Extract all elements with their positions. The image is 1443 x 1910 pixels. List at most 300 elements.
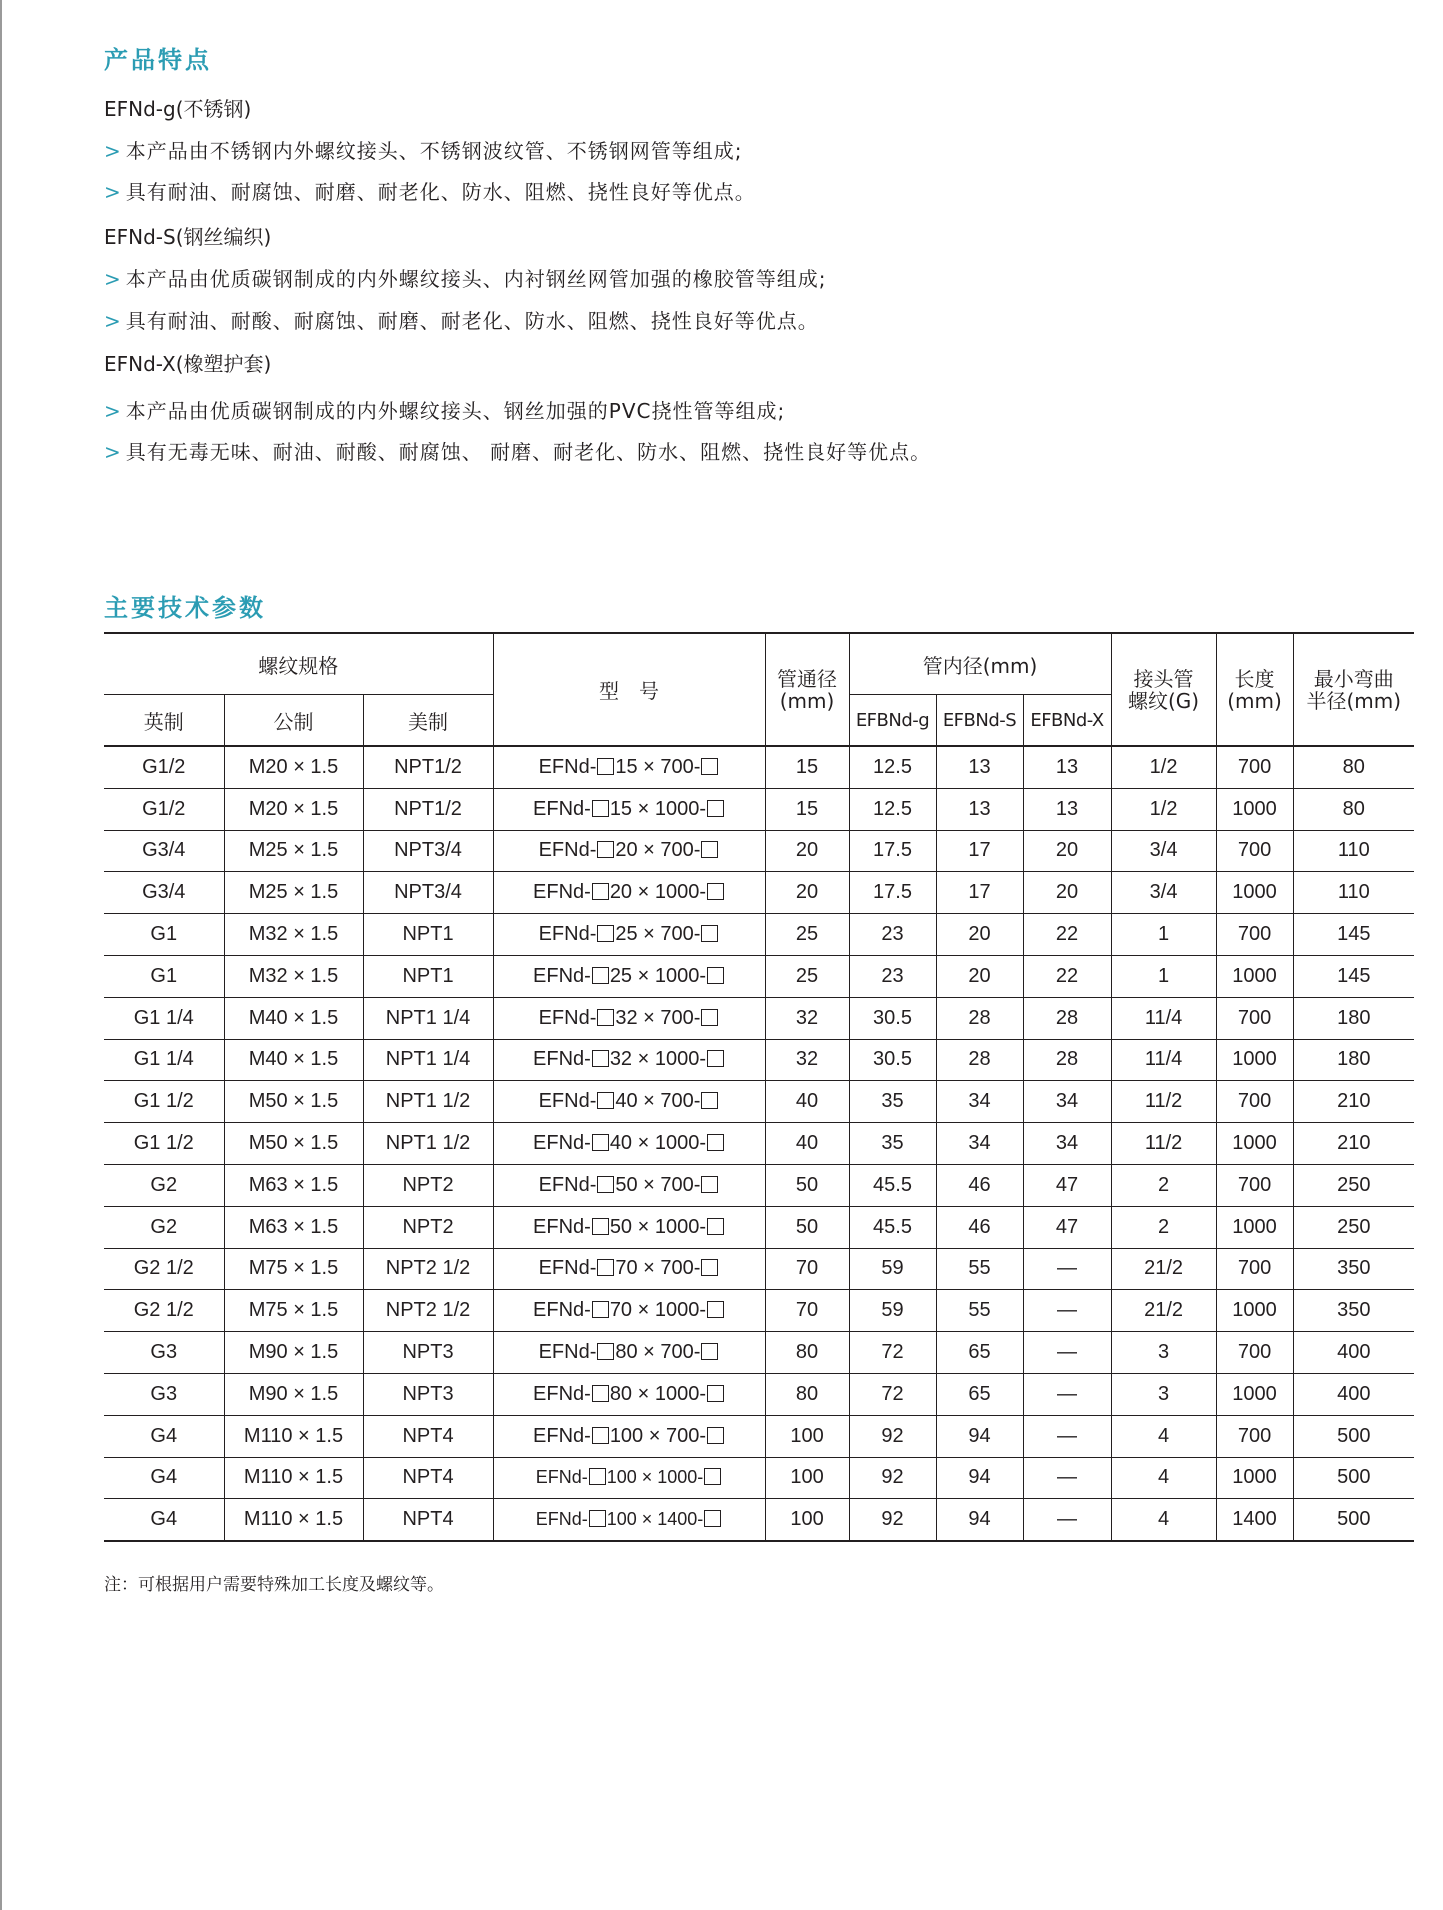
header-imperial: 英制 [104,695,224,747]
cell-x: — [1023,1290,1111,1332]
cell-g: 72 [849,1332,936,1374]
cell-us: NPT3 [363,1332,493,1374]
cell-length: 1000 [1216,1290,1293,1332]
cell-model: EFNd- 80 × 700- [493,1332,765,1374]
table-row [104,830,1414,872]
blank-box-icon [707,883,724,900]
cell-radius: 400 [1293,1332,1414,1374]
cell-joint: 21/2 [1111,1248,1216,1290]
table-row [104,1081,1414,1123]
header-thread: 螺纹规格 [104,633,493,695]
blank-box-icon [597,1092,614,1109]
header-length: 长度 (mm) [1216,633,1293,746]
header-inner-x: EFBNd-X [1023,695,1111,747]
cell-metric: M40 × 1.5 [224,1039,363,1081]
cell-imperial: G1 1/4 [104,997,224,1039]
cell-imperial: G1 [104,955,224,997]
blank-box-icon [704,1468,721,1485]
cell-x: — [1023,1332,1111,1374]
cell-metric: M75 × 1.5 [224,1290,363,1332]
cell-us: NPT4 [363,1457,493,1499]
cell-x: — [1023,1499,1111,1541]
cell-g: 45.5 [849,1206,936,1248]
cell-imperial: G1 1/2 [104,1081,224,1123]
cell-imperial: G2 [104,1206,224,1248]
cell-radius: 210 [1293,1081,1414,1123]
cell-joint: 1/2 [1111,788,1216,830]
cell-bore: 50 [765,1206,849,1248]
cell-g: 45.5 [849,1164,936,1206]
cell-model: EFNd- 25 × 1000- [493,955,765,997]
cell-model: EFNd- 80 × 1000- [493,1373,765,1415]
cell-s: 65 [936,1373,1023,1415]
cell-model: EFNd- 40 × 1000- [493,1123,765,1165]
table-row [104,1457,1414,1499]
cell-joint: 1 [1111,955,1216,997]
cell-g: 92 [849,1457,936,1499]
cell-x: — [1023,1373,1111,1415]
cell-joint: 11/2 [1111,1081,1216,1123]
cell-radius: 350 [1293,1248,1414,1290]
table-row [104,788,1414,830]
blank-box-icon [597,1259,614,1276]
cell-s: 17 [936,872,1023,914]
table-row [104,746,1414,788]
cell-metric: M32 × 1.5 [224,955,363,997]
cell-x: 28 [1023,997,1111,1039]
cell-length: 700 [1216,1332,1293,1374]
table-row [104,1373,1414,1415]
cell-radius: 145 [1293,914,1414,956]
cell-us: NPT3/4 [363,830,493,872]
cell-model: EFNd- 40 × 700- [493,1081,765,1123]
feature-group-name: EFNd-X(橡塑护套) [104,352,272,376]
cell-g: 35 [849,1123,936,1165]
cell-length: 700 [1216,1081,1293,1123]
cell-metric: M20 × 1.5 [224,746,363,788]
cell-radius: 110 [1293,872,1414,914]
cell-g: 92 [849,1499,936,1541]
feature-group-name: EFNd-S(钢丝编织) [104,225,272,249]
blank-box-icon [592,883,609,900]
cell-bore: 100 [765,1457,849,1499]
table-row [104,1248,1414,1290]
cell-us: NPT3 [363,1373,493,1415]
feature-bullet: > 具有耐油、耐腐蚀、耐磨、耐老化、防水、阻燃、挠性良好等优点。 [104,180,756,204]
cell-imperial: G1 [104,914,224,956]
cell-radius: 80 [1293,788,1414,830]
cell-x: — [1023,1248,1111,1290]
cell-metric: M90 × 1.5 [224,1373,363,1415]
cell-x: 13 [1023,788,1111,830]
cell-metric: M40 × 1.5 [224,997,363,1039]
specs-title: 主要技术参数 [104,594,266,622]
cell-length: 700 [1216,1164,1293,1206]
cell-joint: 3 [1111,1332,1216,1374]
cell-x: 47 [1023,1164,1111,1206]
cell-bore: 32 [765,997,849,1039]
cell-radius: 350 [1293,1290,1414,1332]
cell-s: 17 [936,830,1023,872]
cell-us: NPT2 [363,1206,493,1248]
cell-metric: M25 × 1.5 [224,830,363,872]
cell-imperial: G4 [104,1415,224,1457]
cell-s: 55 [936,1248,1023,1290]
cell-g: 12.5 [849,788,936,830]
cell-bore: 80 [765,1373,849,1415]
table-row [104,1039,1414,1081]
cell-g: 30.5 [849,997,936,1039]
table-row [104,1123,1414,1165]
cell-imperial: G1 1/2 [104,1123,224,1165]
feature-bullet: > 具有耐油、耐酸、耐腐蚀、耐磨、耐老化、防水、阻燃、挠性良好等优点。 [104,309,819,333]
blank-box-icon [707,1218,724,1235]
cell-bore: 15 [765,788,849,830]
cell-joint: 1/2 [1111,746,1216,788]
cell-length: 1000 [1216,955,1293,997]
cell-radius: 180 [1293,1039,1414,1081]
cell-imperial: G1/2 [104,746,224,788]
cell-s: 46 [936,1164,1023,1206]
cell-metric: M50 × 1.5 [224,1123,363,1165]
cell-s: 28 [936,997,1023,1039]
cell-us: NPT1 1/2 [363,1123,493,1165]
cell-g: 92 [849,1415,936,1457]
blank-box-icon [592,800,609,817]
cell-bore: 100 [765,1499,849,1541]
cell-us: NPT2 1/2 [363,1290,493,1332]
cell-bore: 25 [765,914,849,956]
cell-radius: 250 [1293,1206,1414,1248]
blank-box-icon [704,1510,721,1527]
cell-joint: 1 [1111,914,1216,956]
features-title: 产品特点 [104,46,212,74]
cell-metric: M20 × 1.5 [224,788,363,830]
blank-box-icon [592,1218,609,1235]
blank-box-icon [597,1009,614,1026]
table-row [104,914,1414,956]
cell-radius: 500 [1293,1415,1414,1457]
cell-s: 94 [936,1415,1023,1457]
cell-metric: M110 × 1.5 [224,1457,363,1499]
cell-joint: 3/4 [1111,830,1216,872]
cell-metric: M75 × 1.5 [224,1248,363,1290]
cell-imperial: G4 [104,1499,224,1541]
cell-x: — [1023,1457,1111,1499]
cell-metric: M50 × 1.5 [224,1081,363,1123]
cell-radius: 180 [1293,997,1414,1039]
cell-imperial: G1 1/4 [104,1039,224,1081]
cell-g: 72 [849,1373,936,1415]
chevron-right-icon: > [104,267,122,291]
cell-length: 1000 [1216,1039,1293,1081]
table-row [104,1164,1414,1206]
header-bend-radius: 最小弯曲 半径(mm) [1293,633,1414,746]
cell-x: 22 [1023,914,1111,956]
cell-imperial: G2 [104,1164,224,1206]
cell-us: NPT2 [363,1164,493,1206]
cell-g: 17.5 [849,872,936,914]
blank-box-icon [592,1134,609,1151]
cell-imperial: G3 [104,1332,224,1374]
cell-model: EFNd- 50 × 700- [493,1164,765,1206]
cell-metric: M63 × 1.5 [224,1164,363,1206]
cell-x: 47 [1023,1206,1111,1248]
cell-radius: 210 [1293,1123,1414,1165]
cell-radius: 500 [1293,1499,1414,1541]
cell-bore: 70 [765,1290,849,1332]
cell-g: 35 [849,1081,936,1123]
cell-metric: M90 × 1.5 [224,1332,363,1374]
chevron-right-icon: > [104,309,122,333]
cell-x: 34 [1023,1123,1111,1165]
blank-box-icon [701,1009,718,1026]
blank-box-icon [701,1259,718,1276]
cell-imperial: G2 1/2 [104,1248,224,1290]
cell-model: EFNd- 25 × 700- [493,914,765,956]
cell-s: 55 [936,1290,1023,1332]
header-model: 型 号 [493,633,765,746]
cell-bore: 25 [765,955,849,997]
cell-model: EFNd- 70 × 700- [493,1248,765,1290]
chevron-right-icon: > [104,440,122,464]
blank-box-icon [597,925,614,942]
cell-joint: 4 [1111,1457,1216,1499]
blank-box-icon [597,841,614,858]
table-row [104,997,1414,1039]
cell-us: NPT1 1/2 [363,1081,493,1123]
cell-bore: 80 [765,1332,849,1374]
blank-box-icon [597,1176,614,1193]
cell-bore: 40 [765,1081,849,1123]
blank-box-icon [707,1134,724,1151]
blank-box-icon [707,1427,724,1444]
cell-radius: 500 [1293,1457,1414,1499]
blank-box-icon [592,1050,609,1067]
cell-model: EFNd- 100 × 1400- [493,1499,765,1541]
cell-us: NPT3/4 [363,872,493,914]
cell-imperial: G4 [104,1457,224,1499]
blank-box-icon [701,1092,718,1109]
table-row [104,872,1414,914]
cell-bore: 20 [765,872,849,914]
table-row [104,1332,1414,1374]
cell-s: 13 [936,746,1023,788]
cell-model: EFNd- 70 × 1000- [493,1290,765,1332]
blank-box-icon [707,1385,724,1402]
cell-x: 22 [1023,955,1111,997]
blank-box-icon [589,1510,606,1527]
blank-box-icon [707,800,724,817]
cell-us: NPT4 [363,1415,493,1457]
cell-radius: 400 [1293,1373,1414,1415]
table-row [104,1206,1414,1248]
cell-joint: 3 [1111,1373,1216,1415]
cell-us: NPT4 [363,1499,493,1541]
cell-length: 1000 [1216,1206,1293,1248]
blank-box-icon [597,758,614,775]
blank-box-icon [592,967,609,984]
cell-joint: 4 [1111,1415,1216,1457]
chevron-right-icon: > [104,180,122,204]
feature-bullet: > 具有无毒无味、耐油、耐酸、耐腐蚀、 耐磨、耐老化、防水、阻燃、挠性良好等优点。 [104,440,932,464]
cell-joint: 11/2 [1111,1123,1216,1165]
cell-bore: 20 [765,830,849,872]
cell-radius: 145 [1293,955,1414,997]
blank-box-icon [592,1427,609,1444]
cell-g: 17.5 [849,830,936,872]
blank-box-icon [701,1176,718,1193]
cell-metric: M110 × 1.5 [224,1499,363,1541]
feature-bullet: > 本产品由不锈钢内外螺纹接头、不锈钢波纹管、不锈钢网管等组成; [104,139,743,163]
cell-x: 20 [1023,830,1111,872]
cell-joint: 11/4 [1111,997,1216,1039]
cell-bore: 15 [765,746,849,788]
cell-imperial: G2 1/2 [104,1290,224,1332]
chevron-right-icon: > [104,399,122,423]
cell-model: EFNd- 20 × 700- [493,830,765,872]
blank-box-icon [589,1468,606,1485]
cell-joint: 2 [1111,1164,1216,1206]
cell-length: 1400 [1216,1499,1293,1541]
cell-us: NPT1 [363,955,493,997]
cell-s: 46 [936,1206,1023,1248]
blank-box-icon [597,1343,614,1360]
table-row [104,1290,1414,1332]
cell-bore: 100 [765,1415,849,1457]
header-inner-s: EFBNd-S [936,695,1023,747]
cell-metric: M63 × 1.5 [224,1206,363,1248]
feature-group-name: EFNd-g(不锈钢) [104,97,252,121]
cell-length: 700 [1216,746,1293,788]
blank-box-icon [707,1050,724,1067]
cell-joint: 4 [1111,1499,1216,1541]
cell-radius: 110 [1293,830,1414,872]
cell-imperial: G3/4 [104,830,224,872]
header-us: 美制 [363,695,493,747]
cell-s: 65 [936,1332,1023,1374]
blank-box-icon [707,967,724,984]
cell-s: 13 [936,788,1023,830]
cell-s: 20 [936,955,1023,997]
cell-length: 700 [1216,997,1293,1039]
cell-us: NPT2 1/2 [363,1248,493,1290]
header-joint-thread: 接头管 螺纹(G) [1111,633,1216,746]
cell-model: EFNd- 50 × 1000- [493,1206,765,1248]
cell-imperial: G3/4 [104,872,224,914]
cell-length: 1000 [1216,1373,1293,1415]
cell-length: 1000 [1216,872,1293,914]
cell-length: 700 [1216,914,1293,956]
spec-table [104,632,1414,1542]
blank-box-icon [701,1343,718,1360]
cell-length: 700 [1216,1415,1293,1457]
cell-joint: 2 [1111,1206,1216,1248]
cell-us: NPT1 1/4 [363,1039,493,1081]
cell-length: 700 [1216,830,1293,872]
cell-bore: 70 [765,1248,849,1290]
cell-bore: 50 [765,1164,849,1206]
blank-box-icon [701,841,718,858]
cell-model: EFNd- 15 × 700- [493,746,765,788]
cell-length: 1000 [1216,788,1293,830]
cell-length: 1000 [1216,1457,1293,1499]
cell-s: 94 [936,1457,1023,1499]
cell-x: — [1023,1415,1111,1457]
cell-us: NPT1/2 [363,746,493,788]
cell-g: 12.5 [849,746,936,788]
cell-g: 59 [849,1248,936,1290]
cell-model: EFNd- 100 × 1000- [493,1457,765,1499]
cell-g: 30.5 [849,1039,936,1081]
cell-model: EFNd- 100 × 700- [493,1415,765,1457]
cell-g: 59 [849,1290,936,1332]
spec-table-body [104,746,1414,1541]
blank-box-icon [701,925,718,942]
cell-x: 13 [1023,746,1111,788]
cell-x: 20 [1023,872,1111,914]
cell-us: NPT1/2 [363,788,493,830]
cell-bore: 32 [765,1039,849,1081]
cell-metric: M32 × 1.5 [224,914,363,956]
cell-x: 28 [1023,1039,1111,1081]
blank-box-icon [701,758,718,775]
cell-us: NPT1 1/4 [363,997,493,1039]
cell-s: 20 [936,914,1023,956]
cell-radius: 80 [1293,746,1414,788]
cell-model: EFNd- 32 × 700- [493,997,765,1039]
cell-joint: 3/4 [1111,872,1216,914]
chevron-right-icon: > [104,139,122,163]
header-inner-diameter: 管内径(mm) [849,633,1111,695]
cell-imperial: G1/2 [104,788,224,830]
cell-length: 1000 [1216,1123,1293,1165]
cell-metric: M25 × 1.5 [224,872,363,914]
header-inner-g: EFBNd-g [849,695,936,747]
feature-bullet: > 本产品由优质碳钢制成的内外螺纹接头、内衬钢丝网管加强的橡胶管等组成; [104,267,827,291]
cell-s: 34 [936,1123,1023,1165]
table-row [104,955,1414,997]
cell-model: EFNd- 32 × 1000- [493,1039,765,1081]
cell-model: EFNd- 15 × 1000- [493,788,765,830]
blank-box-icon [707,1301,724,1318]
cell-length: 700 [1216,1248,1293,1290]
cell-g: 23 [849,955,936,997]
cell-us: NPT1 [363,914,493,956]
cell-joint: 21/2 [1111,1290,1216,1332]
cell-model: EFNd- 20 × 1000- [493,872,765,914]
blank-box-icon [592,1385,609,1402]
cell-x: 34 [1023,1081,1111,1123]
header-bore: 管通径 (mm) [765,633,849,746]
footnote: 注：可根据用户需要特殊加工长度及螺纹等。 [104,1575,444,1595]
cell-radius: 250 [1293,1164,1414,1206]
cell-joint: 11/4 [1111,1039,1216,1081]
cell-s: 34 [936,1081,1023,1123]
cell-s: 28 [936,1039,1023,1081]
cell-imperial: G3 [104,1373,224,1415]
cell-metric: M110 × 1.5 [224,1415,363,1457]
blank-box-icon [592,1301,609,1318]
table-row [104,1415,1414,1457]
cell-g: 23 [849,914,936,956]
feature-bullet: > 本产品由优质碳钢制成的内外螺纹接头、钢丝加强的PVC挠性管等组成; [104,399,786,423]
table-row [104,1499,1414,1541]
cell-s: 94 [936,1499,1023,1541]
page-edge-rule [0,0,2,1910]
cell-bore: 40 [765,1123,849,1165]
header-metric: 公制 [224,695,363,747]
